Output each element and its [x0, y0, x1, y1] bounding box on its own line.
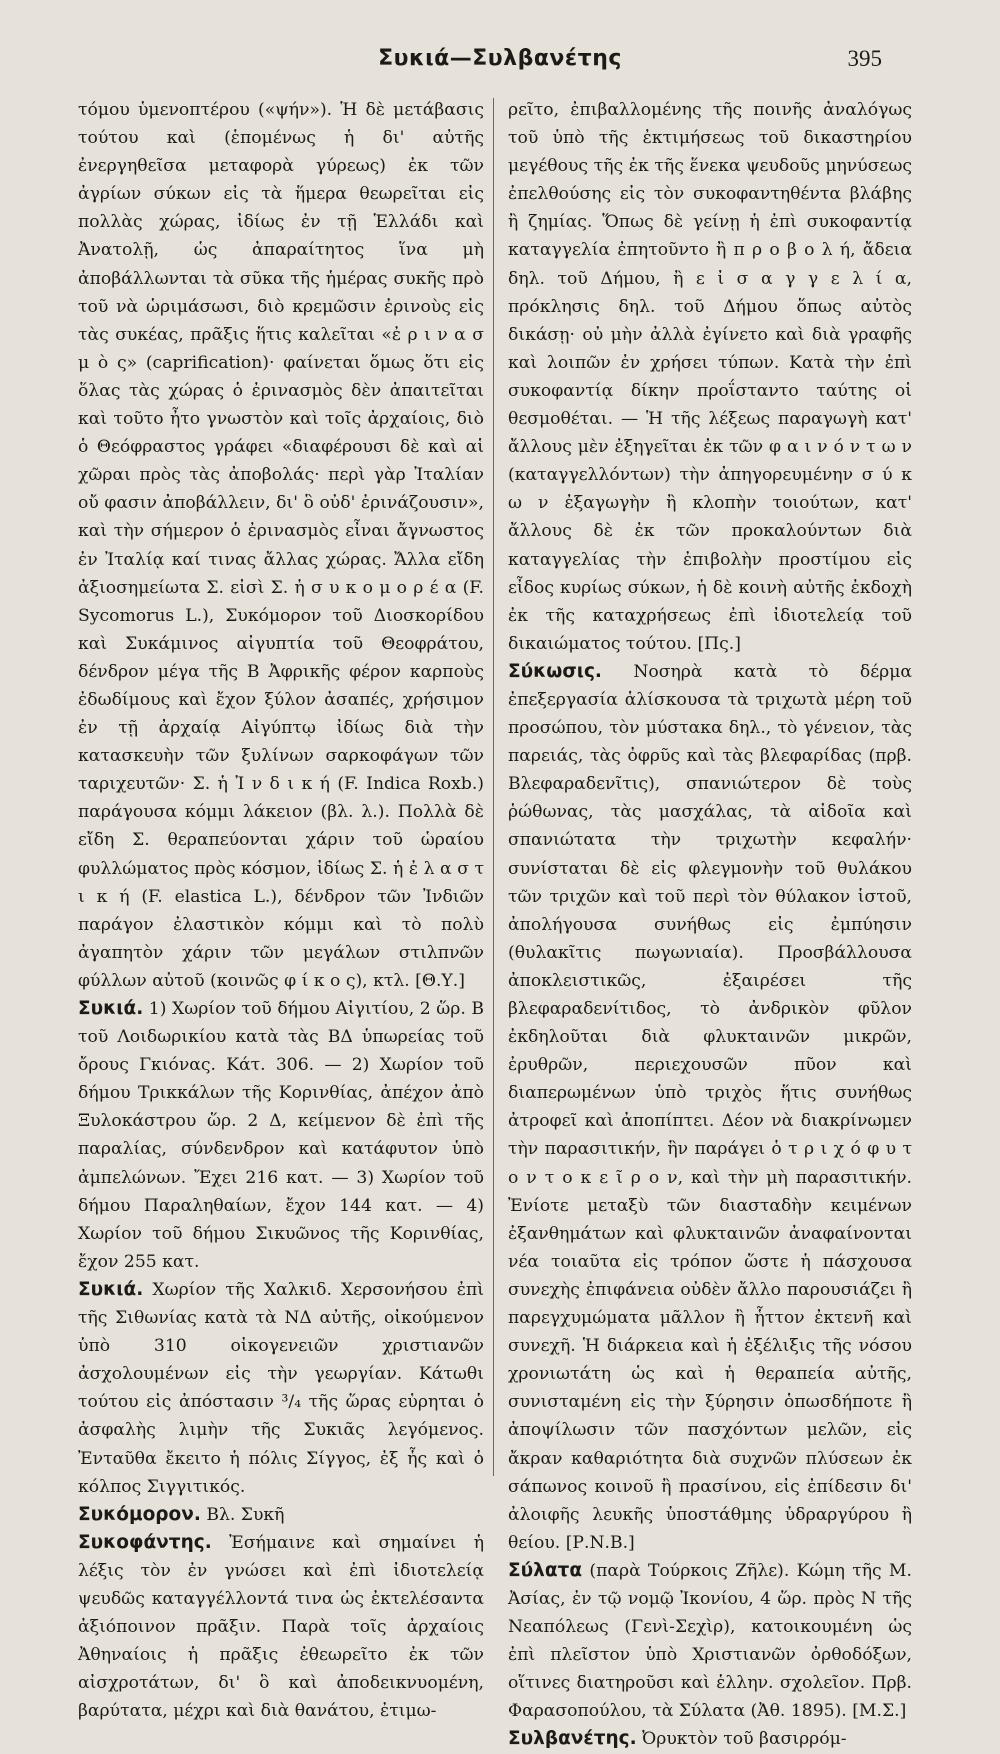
entry — [78, 1276, 484, 1501]
entry-text: Χωρίον τῆς Χαλκιδ. Χερσονήσου ἐπὶ τῆς Σιθωνίας κατὰ τὰ ΝΔ αὐτῆς, οἰκούμενον ὑπὸ 310 οἰκογενειῶν χριστιανῶν ἀσχολουμένων εἰς τὴν γεωργίαν. Κάτωθι τούτου εἰς ἀπόστασιν ³/₄ τῆς ὥρας εὑρηται ὁ ἀσφαλὴς λιμὴν τῆς Συκιᾶς λεγόμενος. Ἐνταῦθα ἔκειτο ἡ πόλις Σίγγος, ἐξ ἧς καὶ ὁ κόλπος Σιγγιτικός. — [78, 1279, 484, 1497]
entry-headword: Σύκωσις. — [508, 660, 602, 682]
entry-text: 1) Χωρίον τοῦ δήμου Αἰγιτίου, 2 ὥρ. Β τοῦ Λοιδωρικίου κατὰ τὰς ΒΔ ὑπωρείας τοῦ ὄρους Γκιόνας. Κάτ. 306. — 2) Χωρίον τοῦ δήμου Τρικκάλων τῆς Κορινθίας, ἀπέχον ἀπὸ Ξυλοκάστρου ὥρ. 2 Δ, κείμενον δὲ ἐπὶ τῆς παραλίας, σύνδενδρον καὶ κατάφυτον ὑπὸ ἀμπελώνων. Ἔχει 216 κατ. — 3) Χωρίον τοῦ δήμου Παραληθαίων, ἔχον 144 κατ. — 4) Χωρίον τοῦ δήμου Σικυῶνος τῆς Κορινθίας, ἔχον 255 κατ. — [78, 999, 484, 1272]
entry — [78, 995, 484, 1276]
entry-headword: Συκιά. — [78, 998, 144, 1019]
entry-headword: Σύλατα — [508, 1559, 583, 1581]
entry — [78, 1529, 484, 1726]
entry-continuation — [78, 96, 484, 995]
column-divider — [493, 98, 494, 1476]
running-head: Συκιά—Συλβανέτης — [378, 46, 622, 71]
entry — [508, 1725, 912, 1753]
entry — [508, 658, 912, 1557]
entry-headword: Συκόμορον. — [78, 1503, 201, 1525]
entry-headword: Συκιά. — [78, 1278, 144, 1300]
entry — [78, 1501, 484, 1529]
entry — [508, 1557, 912, 1726]
page-number: 395 — [847, 46, 882, 71]
page-header — [0, 46, 1000, 86]
right-column — [508, 96, 912, 1754]
entry-text: Ὀρυκτὸν τοῦ βασιρρόμ- — [636, 1729, 847, 1750]
entry-continuation — [508, 96, 912, 658]
entry-headword: Συλβανέτης. — [508, 1728, 637, 1750]
entry-text: Ἐσήμαινε καὶ σημαίνει ἡ λέξις τὸν ἐν γνώσει καὶ ἐπὶ ἰδιοτελείᾳ ψευδῶς καταγγέλλοντά τινα ὡς ἐκτελέσαντα ἀξιόποινον πρᾶξιν. Παρὰ τοῖς ἀρχαίοις Ἀθηναίοις ἡ πρᾶξις ἐθεωρεῖτο ἐκ τῶν αἰσχροτάτων, δι' ὃ καὶ ἀποδεικνυομένη, βαρύτατα, μέχρι καὶ διὰ θανάτου, ἐτιμω- — [78, 1532, 484, 1722]
entry-text: τόμου ὑμενοπτέρου («ψήν»). Ἡ δὲ μετάβασις τούτου καὶ (ἑπομένως ἡ δι' αὐτῆς ἐνεργηθεῖσα μεταφορὰ γύρεως) ἐκ τῶν ἀγρίων σύκων εἰς τὰ ἥμερα θεωρεῖται εἰς πολλὰς χώρας, ἰδίως ἐν τῇ Ἑλλάδι καὶ Ἀνατολῇ, ὡς ἀπαραίτητος ἵνα μὴ ἀποβάλλωνται τὰ σῦκα τῆς ἡμέρας συκῆς πρὸ τοῦ νὰ ὡριμάσωσι, διὸ κρεμῶσιν ἐρινοὺς εἰς τὰς συκέας, πρᾶξις ἥτις καλεῖται «ἐ ρ ι ν α σ μ ὸ ς» (caprification)· φαίνεται ὅμως ὅτι εἰς ὅλας τὰς χώρας ὁ ἐρινασμὸς δὲν ἀπαιτεῖται καὶ τοῦτο ἦτο γνωστὸν καὶ τοῖς ἀρχαίοις, διὸ ὁ Θεόφραστος γράφει «διαφέρουσι δὲ καὶ αἱ χῶραι πρὸς τὰς ἀποβολάς· περὶ γὰρ Ἰταλίαν οὔ φασιν ἀποβάλλειν, δι' ὃ οὐδ' ἐρινάζουσιν», καὶ τὴν σήμερον ὁ ἐρινασμὸς εἶναι ἄγνωστος ἐν Ἰταλίᾳ καί τινας ἄλλας χώρας. Ἄλλα εἴδη ἀξιοσημείωτα Σ. εἰσὶ Σ. ἡ σ υ κ ο μ ο ρ έ α (F. Sycomorus L.), Συκόμορον τοῦ Διοσκορίδου καὶ Συκάμινος αἰγυπτία τοῦ Θεοφράτου, δένδρον μέγα τῆς Β Ἀφρικῆς φέρον καρποὺς ἐδωδίμους καὶ ἔχον ξύλον ἀσαπές, χρήσιμον ἐν τῇ ἀρχαίᾳ Αἰγύπτῳ ἰδίως διὰ τὴν κατασκευὴν τῶν ξυλίνων σαρκοφάγων τῶν ταριχευτῶν· Σ. ἡ Ἰ ν δ ι κ ή (F. Indica Roxb.) παράγουσα κόμμι λάκειον (βλ. λ.). Πολλὰ δὲ εἴδη Σ. θεραπεύονται χάριν τοῦ ὡραίου φυλλώματος πρὸς κόσμον, ἰδίως Σ. ἡ ἐ λ α σ τ ι κ ή (F. elastica L.), δένδρον τῶν Ἰνδιῶν παράγον ἐλαστικὸν κόμμι καὶ τὸ πολὺ ἀγαπητὸν χάριν τῶν μεγάλων στιλπνῶν φύλλων αὐτοῦ (κοινῶς φ ί κ ο ς), κτλ. [Θ.Υ.] — [78, 100, 484, 991]
entry-text: Βλ. Συκῆ — [200, 1504, 285, 1525]
entry-text: (παρὰ Τούρκοις Ζῆλε). Κώμη τῆς Μ. Ἀσίας, ἐν τῷ νομῷ Ἰκονίου, 4 ὥρ. πρὸς Ν τῆς Νεαπόλεως (Γενὶ-Σεχὶρ), κατοικουμένη ὡς ἐπὶ πλεῖστον ὑπὸ Χριστιανῶν ὀρθοδόξων, οἵτινες διατηροῦσι καὶ ἑλλην. σχολεῖον. Πρβ. Φαρασοπούλου, τὰ Σύλατα (Ἀθ. 1895). [Μ.Σ.] — [508, 1560, 912, 1722]
entry-text: Νοσηρὰ κατὰ τὸ δέρμα ἐπεξεργασία ἁλίσκουσα τὰ τριχωτὰ μέρη τοῦ προσώπου, τὸν μύστακα δηλ., τὸ γένειον, τὰς παρειάς, τὰς ὀφρῦς καὶ τὰς βλεφαρίδας (πρβ. Βλεφαραδενῖτις), σπανιώτερον δὲ τοὺς ῥώθωνας, τὰς μασχάλας, τὰ αἰδοῖα καὶ σπανιώτατα τὴν τριχωτὴν κεφαλήν· συνίσταται δὲ εἰς φλεγμονὴν τοῦ θυλάκου τῶν τριχῶν καὶ τοῦ περὶ τὸν θύλακον ἱστοῦ, ἀπολήγουσα συνήθως εἰς ἐμπύησιν (θυλακῖτις πωγωνιαία). Προσβάλλουσα ἀποκλειστικῶς, ἐξαιρέσει τῆς βλεφαραδενίτιδος, τὸ ἀνδρικὸν φῦλον ἐκδηλοῦται διὰ φλυκταινῶν μικρῶν, ἐρυθρῶν, περιεχουσῶν πῦον καὶ διαπερωμένων ὑπὸ τριχὸς ἥτις συνήθως ἀτροφεῖ καὶ ἀποπίπτει. Δέον νὰ διακρίνωμεν τὴν παρασιτικήν, ἣν παράγει ὁ τ ρ ι χ ό φ υ τ ο ν τ ο κ ε ῖ ρ ο ν, καὶ τὴν μὴ παρασιτικήν. Ἐνίοτε μεταξὺ τῶν διασταδὴν κειμένων ἐξανθημάτων καὶ φλυκταινῶν ἀναφαίνονται νέα τοιαῦτα εἰς τρόπον ὥστε ἡ πάσχουσα συνεχὴς ἐπιφάνεια οὐδὲν ἄλλο παρουσιάζει ἢ παρεγχυμώματα μᾶλλον ἢ ἧττον ἐκτενῆ καὶ συνεχῆ. Ἡ διάρκεια καὶ ἡ ἐξέλιξις τῆς νόσου χρονιωτάτη ὡς καὶ ἡ θεραπεία αὐτῆς, συνισταμένη εἰς τὴν ξύρησιν ὁπωσδήποτε ἢ ἀποψίλωσιν τῶν πασχόντων μελῶν, εἰς ἄκραν καθαριότητα διὰ συχνῶν πλύσεων ἐκ σάπωνος κοινοῦ ἢ πρασίνου, εἰς ἐπίδεσιν δι' ἀλοιφῆς λευκῆς ὑποστάθμης ὑδραργύρου ἢ θείου. [Ρ.Ν.Β.] — [508, 661, 912, 1553]
left-column — [78, 96, 484, 1725]
entry-headword: Συκοφάντης. — [78, 1531, 212, 1553]
entry-text: ρεῖτο, ἐπιβαλλομένης τῆς ποινῆς ἀναλόγως τοῦ ὑπὸ τῆς ἐκτιμήσεως τοῦ δικαστηρίου μεγέθους τῆς ἐκ τῆς ἕνεκα ψευδοῦς μηνύσεως ἐπελθούσης εἰς τὸν συκοφαντηθέντα βλάβης ἢ ζημίας. Ὅπως δὲ γείνῃ ἡ ἐπὶ συκοφαντίᾳ καταγγελία ἐπητοῦντο ἢ π ρ ο β ο λ ή, ἄδεια δηλ. τοῦ Δήμου, ἢ ε ἰ σ α γ γ ε λ ί α, πρόκλησις δηλ. τοῦ Δήμου ὅπως αὐτὸς δικάσῃ· οὐ μὴν ἀλλὰ ἐγίνετο καὶ διὰ γραφῆς καὶ λοιπῶν ἐν χρήσει τύπων. Κατὰ τὴν ἐπὶ συκοφαντίᾳ δίκην προΐσταντο ταύτης οἱ θεσμοθέται. — Ἡ τῆς λέξεως παραγωγὴ κατ' ἄλλους μὲν ἐξηγεῖται ἐκ τῶν φ α ι ν ό ν τ ω ν (καταγγελλόντων) τὴν ἀπηγορευμένην σ ύ κ ω ν ἐξαγωγὴν ἢ κλοπὴν τοιούτων, κατ' ἄλλους δὲ ἐκ τῶν προκαλούντων διὰ καταγγελίας τὴν ἐπιβολὴν προστίμου εἰς εἶδος κυρίως σύκων, ἡ δὲ κοινὴ αὐτῆς ἐκδοχὴ ἐκ τῆς καταχρήσεως ἐπὶ ἰδιοτελείᾳ τοῦ δικαιώματος τούτου. [Πς.] — [508, 100, 912, 654]
